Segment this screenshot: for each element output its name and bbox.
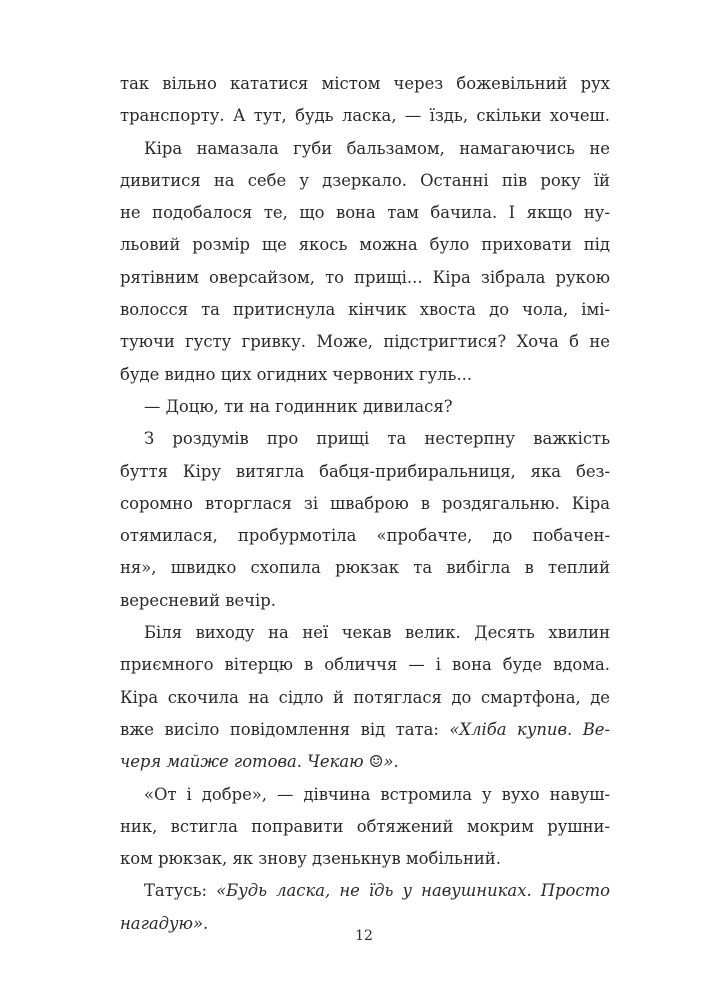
text-line: Кіра намазала губи бальзамом, намагаючись не xyxy=(144,138,610,158)
page-number: 12 xyxy=(355,928,373,944)
text-line: Біля виходу на неї чекав велик. Десять хвилин xyxy=(144,623,610,643)
text-line: так вільно кататися містом через божевільний рух xyxy=(120,74,610,93)
text-line: «От і добре», — дівчина встромила у вухо навуш- xyxy=(144,784,610,804)
text-line: буде видно цих огидних червоних гуль... xyxy=(120,364,473,384)
text-line: льовий розмір ще якось можна було приховати під xyxy=(120,235,610,255)
text-line: соромно вторглася зі шваброю в роздягальню. Кіра xyxy=(120,493,610,513)
text-line: вже висіло повідомлення від тата: «Хліба купив. Ве- xyxy=(120,719,610,739)
text-line: волосся та притиснула кінчик хвоста до чола, імі- xyxy=(120,300,610,320)
page-text xyxy=(120,68,610,940)
text-line: вересневий вечір. xyxy=(120,590,276,610)
text-line: транспорту. А тут, будь ласка, — їздь, скільки хочеш. xyxy=(120,106,610,126)
text-line: ник, встигла поправити обтяжений мокрим рушни- xyxy=(120,816,610,836)
text-line: — Доцю, ти на годинник дивилася? xyxy=(144,396,453,416)
text-line: не подобалося те, що вона там бачила. І якщо ну- xyxy=(120,203,610,223)
text-line: приємного вітерцю в обличчя — і вона буде вдома. xyxy=(120,655,610,675)
text-line: Татусь: «Будь ласка, не їдь у навушниках. Просто xyxy=(144,881,610,901)
text-line: ня», швидко схопила рюкзак та вибігла в теплий xyxy=(120,558,610,578)
text-line: черя майже готова. Чекаю ☺». xyxy=(120,752,399,772)
text-line: туючи густу гривку. Може, підстригтися? Хоча б не xyxy=(120,332,610,352)
text-line: дивитися на себе у дзеркало. Останні пів року їй xyxy=(120,170,610,190)
text-line: З роздумів про прищі та нестерпну важкість xyxy=(144,429,610,449)
text-line: нагадую». xyxy=(120,913,209,933)
text-line: рятівним оверсайзом, то прищі... Кіра зібрала рукою xyxy=(120,267,610,287)
text-line: Кіра скочила на сідло й потяглася до смартфона, де xyxy=(120,687,610,707)
text-line: отямилася, пробурмотіла «пробачте, до побачен- xyxy=(120,526,610,546)
text-line: буття Кіру витягла бабця-прибиральниця, яка без- xyxy=(120,461,610,481)
text-line: ком рюкзак, як знову дзенькнув мобільний. xyxy=(120,849,501,869)
